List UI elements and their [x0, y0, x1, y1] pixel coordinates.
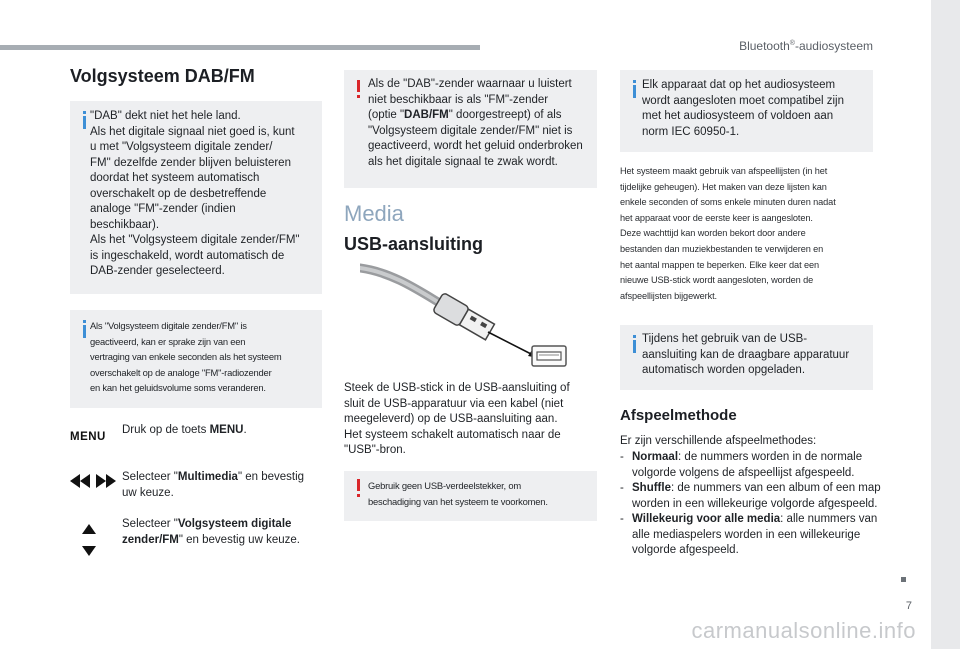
usb-instructions: Steek de USB-stick in de USB-aansluiting of sluit de USB-apparatuur via een kabel (niet meegeleverd) op de USB-aansluiting aan. Het systeem schakelt automatisch naar de "USB"-bron.: [344, 382, 570, 456]
page-side-strip: [931, 0, 960, 649]
warning-text-dab-fm: Als de "DAB"-zender waarnaar u luistert niet beschikbaar is als "FM"-zender (optie "DAB/FM" doorgestreept) of als "Volgsysteem digitale zender/FM" niet is geactiveerd, wordt het geluid onderbroken als het digitale signaal te zwak wordt.: [368, 78, 583, 168]
up-down-arrows-icon: [82, 524, 96, 556]
step-press-menu: Druk op de toets MENU.: [122, 424, 247, 436]
info-text-dab: "DAB" dekt niet het hele land. Als het digitale signaal niet goed is, kunt u met "Volgsysteem digitale zender/ FM" dezelfde zender blijven beluisteren doordat het systeem automatisch overschakelt op de desbetreffende analoge "FM"-zender (indien beschikbaar). Als het "Volgsysteem digitale zender/FM" is ingeschakeld, wordt automatisch de DAB-zender geselecteerd.: [90, 110, 300, 277]
section-title: Volgsysteem DAB/FM: [70, 66, 255, 86]
warning-box-usb-hub: [344, 471, 597, 521]
usb-heading: USB-aansluiting: [344, 234, 484, 254]
step-select-follow: Selecteer "Volgsysteem digitale zender/FM" en bevestig uw keuze.: [122, 518, 300, 546]
warning-icon: [352, 80, 366, 98]
playlist-paragraph: Het systeem maakt gebruik van afspeellijsten (in het tijdelijke geheugen). Het maken van deze lijsten kan enkele seconden of soms enkele minuten duren nadat het apparaat voor de eerste keer is aangesloten. Deze wachttijd kan worden bekort door andere bestanden dan muziekbestanden te verwijderen en het aantal mappen te beperken. Elke keer dat een nieuwe USB-stick wordt aangesloten, worden de afspeellijsten bijgewerkt.: [620, 166, 836, 301]
play-mode-heading: Afspeelmethode: [620, 407, 737, 424]
play-mode-list: [620, 450, 885, 559]
info-icon: [628, 335, 642, 353]
info-text-charging: Tijdens het gebruik van de USB- aansluiting kan de draagbare apparatuur automatisch worden opgeladen.: [642, 333, 850, 376]
info-text-compat: Elk apparaat dat op het audiosysteem wordt aangesloten moet compatibel zijn met het audiosysteem of voldoen aan norm IEC 60950-1.: [642, 79, 845, 138]
chapter-header: Bluetooth®-audiosysteem: [739, 39, 873, 53]
page-marker: [901, 577, 906, 582]
info-box-charging: [620, 325, 873, 390]
info-box-compat: [620, 70, 873, 152]
warning-box-dab-fm: [344, 70, 597, 188]
info-box-delay: [70, 310, 322, 408]
info-icon: [628, 80, 642, 98]
info-text-delay: Als "Volgsysteem digitale zender/FM" is geactiveerd, kan er sprake zijn van een vertraging van enkele seconden als het systeem overschakelt op de analoge "FM"-radiozender en kan het geluidsvolume soms veranderen.: [90, 320, 282, 394]
media-heading: Media: [344, 201, 404, 226]
step-select-multimedia: Selecteer "Multimedia" en bevestig uw keuze.: [122, 471, 305, 499]
usb-plug-illustration: [360, 262, 580, 374]
warning-icon: [352, 479, 366, 497]
menu-key-icon: MENU: [70, 431, 106, 443]
list-item: - Normaal: de nummers worden in de normale volgorde volgens de afspeellijst afgespeeld.: [620, 450, 885, 481]
play-mode-intro: Er zijn verschillende afspeelmethodes:: [620, 435, 817, 447]
page-number: 7: [905, 600, 912, 612]
info-box-dab: [70, 101, 322, 294]
list-item: - Shuffle: de nummers van een album of een map worden in een willekeurige volgorde afgespeeld.: [620, 481, 885, 512]
list-item: - Willekeurig voor alle media: alle nummers van alle mediaspelers worden in een willekeurige volgorde afgespeeld.: [620, 512, 885, 559]
warning-text-usb-hub: Gebruik geen USB-verdeelstekker, om beschadiging van het systeem te voorkomen.: [368, 480, 548, 507]
watermark: carmanualsonline.info: [691, 618, 916, 643]
header-rule: [0, 45, 480, 50]
left-right-arrows-icon: [70, 474, 116, 488]
